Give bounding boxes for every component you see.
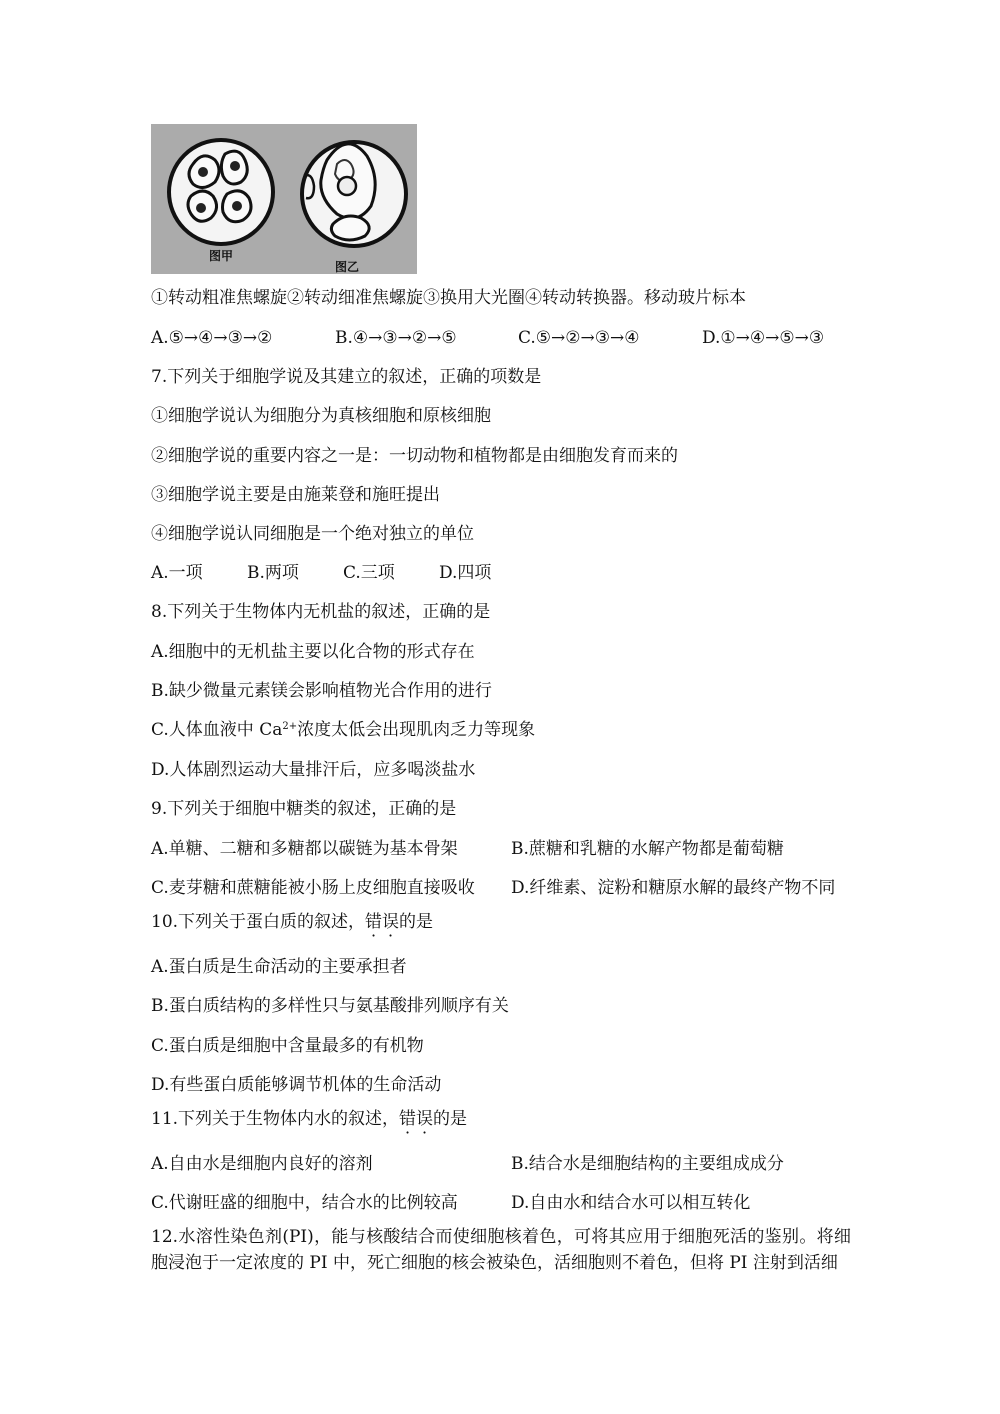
q11-option-d: D.自由水和结合水可以相互转化: [511, 1193, 751, 1213]
q7-option-b: B.两项: [247, 563, 299, 583]
q8-option-b: B.缺少微量元素镁会影响植物光合作用的进行: [151, 681, 492, 701]
q7-item-1: ①细胞学说认为细胞分为真核细胞和原核细胞: [151, 406, 491, 426]
q9-stem: 9.下列关于细胞中糖类的叙述，正确的是: [151, 799, 457, 819]
q10-stem-text: 10.下列关于蛋白质的叙述，: [151, 912, 366, 932]
q6-option-c: C.⑤→②→③→④: [518, 328, 640, 348]
q9-option-a: A.单糖、二糖和多糖都以碳链为基本骨架: [151, 839, 458, 859]
q6-steps: ①转动粗准焦螺旋②转动细准焦螺旋③换用大光圈④转动转换器。移动玻片标本: [151, 288, 746, 308]
q9-option-d: D.纤维素、淀粉和糖原水解的最终产物不同: [511, 878, 836, 898]
field-yi: [302, 142, 406, 246]
q7-option-a: A.一项: [151, 563, 203, 583]
q9-option-b: B.蔗糖和乳糖的水解产物都是葡萄糖: [511, 839, 784, 859]
q11-emphasis-2: 误: [416, 1109, 434, 1129]
microscope-figure: [151, 124, 417, 274]
q10-option-a: A.蛋白质是生命活动的主要承担者: [151, 957, 407, 977]
q8-option-c-text-rest: 浓度太低会出现肌肉乏力等现象: [297, 720, 536, 740]
q11-stem: [151, 1108, 467, 1130]
q11-stem-text: 11.下列关于生物体内水的叙述，: [151, 1109, 400, 1129]
figure-label-yi: 图乙: [335, 260, 360, 274]
q10-emphasis-2: 误: [382, 912, 400, 932]
q10-option-b: B.蛋白质结构的多样性只与氨基酸排列顺序有关: [151, 996, 509, 1016]
q8-stem: 8.下列关于生物体内无机盐的叙述，正确的是: [151, 602, 491, 622]
field-jia: [169, 140, 273, 244]
q7-item-3: ③细胞学说主要是由施莱登和施旺提出: [151, 485, 440, 505]
q10-stem-end: 的是: [399, 912, 434, 932]
q11-option-a: A.自由水是细胞内良好的溶剂: [151, 1154, 373, 1174]
q9-option-c: C.麦芽糖和蔗糖能被小肠上皮细胞直接吸收: [151, 878, 475, 898]
q10-option-c: C.蛋白质是细胞中含量最多的有机物: [151, 1036, 424, 1056]
q12-text: 12.水溶性染色剂(PI)，能与核酸结合而使细胞核着色，可将其应用于细胞死活的鉴别。将细胞浸泡于一定浓度的 PI 中，死亡细胞的核会被染色，活细胞则不着色，但将 PI 注射到活细: [151, 1227, 851, 1273]
q11-option-b: B.结合水是细胞结构的主要组成成分: [511, 1154, 784, 1174]
q8-option-c: [151, 719, 535, 741]
q6-option-d: D.①→④→⑤→③: [702, 328, 825, 348]
q10-stem: [151, 911, 433, 933]
q10-emphasis-1: 错: [365, 912, 383, 932]
q7-option-d: D.四项: [439, 563, 492, 583]
q6-option-a: A.⑤→④→③→②: [151, 328, 273, 348]
q7-option-c: C.三项: [343, 563, 395, 583]
q10-option-d: D.有些蛋白质能够调节机体的生命活动: [151, 1075, 442, 1095]
q6-option-b: B.④→③→②→⑤: [335, 328, 457, 348]
q11-emphasis-1: 错: [399, 1109, 417, 1129]
q8-option-a: A.细胞中的无机盐主要以化合物的形式存在: [151, 642, 475, 662]
q8-option-d: D.人体剧烈运动大量排汗后，应多喝淡盐水: [151, 760, 476, 780]
q11-option-c: C.代谢旺盛的细胞中，结合水的比例较高: [151, 1193, 458, 1213]
q7-item-4: ④细胞学说认同细胞是一个绝对独立的单位: [151, 524, 474, 544]
q11-stem-end: 的是: [433, 1109, 468, 1129]
q8-option-c-text: C.人体血液中 Ca: [151, 720, 283, 740]
q7-stem: 7.下列关于细胞学说及其建立的叙述，正确的项数是: [151, 367, 542, 387]
q7-item-2: ②细胞学说的重要内容之一是：一切动物和植物都是由细胞发育而来的: [151, 446, 678, 466]
q8-option-c-superscript: 2+: [282, 721, 298, 732]
figure-label-jia: 图甲: [209, 249, 234, 263]
